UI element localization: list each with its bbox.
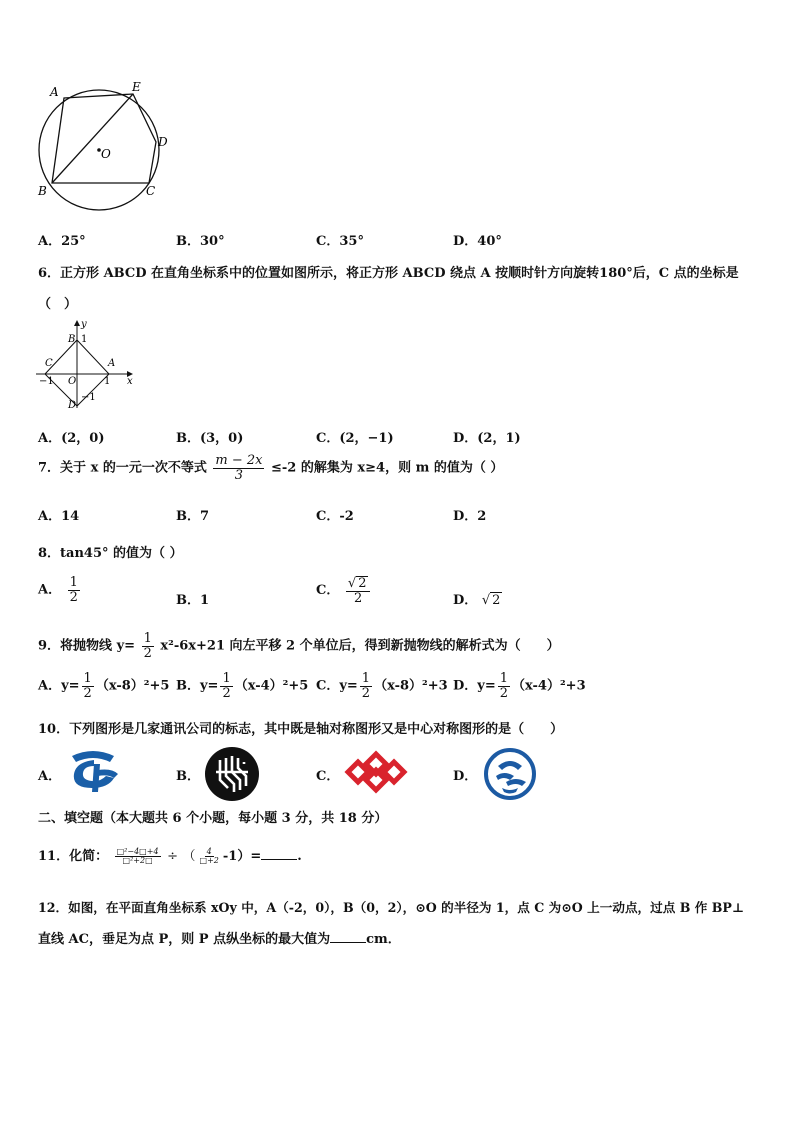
q10-stem: 10．下列图形是几家通讯公司的标志，其中既是轴对称图形又是中心对称图形的是（ ） <box>38 722 564 737</box>
q11-frac2-num: 4 <box>206 846 212 856</box>
q10-logo-a-telecom-icon <box>64 748 122 794</box>
q11-prefix: 11．化简： <box>38 849 109 864</box>
q10-logo-c-unicom-icon <box>342 748 410 796</box>
q6-option-a: A．(2，0) <box>38 431 105 446</box>
q6-label-O: O <box>68 376 77 387</box>
q12-line2-end: cm． <box>366 932 401 947</box>
q5-option-c: C．35° <box>316 234 364 249</box>
q8-option-d: D． √ 2 <box>453 593 501 608</box>
q7-option-a: A．14 <box>38 509 80 524</box>
q12-answer-blank[interactable] <box>330 932 366 943</box>
q6-label-x: x <box>127 376 133 387</box>
q6-label-neg1y: −1 <box>81 392 96 403</box>
q11-answer-blank[interactable] <box>261 849 297 860</box>
q7-option-b: B．7 <box>176 509 210 524</box>
q6-stem-line2: （ ） <box>38 297 78 312</box>
q6-label-A: A <box>108 358 116 369</box>
q6-figure <box>32 318 142 410</box>
q5-label-C: C <box>146 184 156 198</box>
q8-option-a-num: 1 <box>69 575 78 590</box>
q6-label-B: B <box>68 334 76 345</box>
q5-label-E: E <box>132 80 141 94</box>
q8-option-c <box>316 576 372 605</box>
q10-option-a-label: A． <box>38 769 62 784</box>
q10-logo-d-mobile-icon <box>484 748 536 800</box>
section2-heading: 二、填空题（本大题共 6 个小题，每小题 3 分，共 18 分） <box>38 811 388 826</box>
q6-label-C: C <box>45 358 53 369</box>
q9-option-b: B．y= $\frac{1}{2}$ （x-4）²+5 <box>176 671 309 701</box>
q5-figure <box>28 80 178 220</box>
q6-label-neg1x: −1 <box>39 376 54 387</box>
q7-suffix: ≤-2 的解集为 x≥4，则 m 的值为（ ） <box>271 460 504 476</box>
q6-option-c: C．(2，−1) <box>316 431 394 446</box>
q10-option-c-label: C． <box>316 769 340 784</box>
q6-label-1y: 1 <box>81 334 88 345</box>
q5-option-a: A．25° <box>38 234 86 249</box>
q9-prefix: 9．将抛物线 y= <box>38 638 136 654</box>
q9-suffix: x²-6x+21 向左平移 2 个单位后，得到新抛物线的解析式为（ ） <box>160 638 560 654</box>
q5-label-A: A <box>50 85 59 99</box>
q11-stem <box>38 845 302 865</box>
q8-option-c-label: C． <box>316 583 340 599</box>
q7-frac-den: 3 <box>234 467 244 483</box>
q6-option-d: D．(2，1) <box>453 431 521 446</box>
q9-option-c: C．y= $\frac{1}{2}$ （x-8）²+3 <box>316 671 448 701</box>
q8-option-d-radicand: 2 <box>492 593 501 608</box>
q10-option-b-label: B． <box>176 769 200 784</box>
q11-frac1-den: □²+2□ <box>122 856 153 865</box>
q8-option-d-label: D． <box>453 593 478 608</box>
q12-line1: 12．如图，在平面直角坐标系 xOy 中，A（-2，0），B（0，2），⊙O 的半径为 1，点 C 为⊙O 上一动点，过点 B 作 BP⊥ <box>38 900 744 915</box>
q8-option-b: B．1 <box>176 593 210 608</box>
q6-stem-line1: 6．正方形 ABCD 在直角坐标系中的位置如图所示，将正方形 ABCD 绕点 A 按顺时针方向旋转180°后，C 点的坐标是 <box>38 266 739 281</box>
q6-label-1x: 1 <box>104 376 111 387</box>
q8-option-c-den: 2 <box>354 590 363 606</box>
q9-num: 1 <box>143 631 152 646</box>
q7-prefix: 7．关于 x 的一元一次不等式 <box>38 460 207 476</box>
q5-label-B: B <box>38 184 47 198</box>
q6-label-D: D <box>68 400 77 410</box>
q7-frac-num: m − 2x <box>215 453 263 468</box>
q5-label-D: D <box>158 135 168 149</box>
q7-option-d: D．2 <box>453 509 487 524</box>
q9-den: 2 <box>143 645 152 661</box>
q11-open: （ <box>182 849 196 864</box>
q12-line2 <box>38 928 401 947</box>
q8-option-a-den: 2 <box>69 589 78 605</box>
q5-option-b: B．30° <box>176 234 225 249</box>
q11-close: -1）= <box>222 849 262 864</box>
q7-option-c: C．-2 <box>316 509 354 524</box>
q11-end: . <box>297 849 302 864</box>
q9-stem <box>38 632 560 660</box>
q5-option-d: D．40° <box>453 234 502 249</box>
q11-div: ÷ <box>167 849 178 864</box>
q5-diagonal-BE <box>52 94 133 183</box>
q11-frac2-den: □+2 <box>199 856 219 865</box>
q8-option-a-label: A． <box>38 582 62 598</box>
q6-option-b: B．(3，0) <box>176 431 244 446</box>
q7-fraction <box>213 454 264 482</box>
q5-label-O: O <box>101 147 111 161</box>
q9-option-a: A．y= $\frac{1}{2}$ （x-8）²+5 <box>38 671 170 701</box>
q8-option-a <box>38 576 82 604</box>
q11-frac1-num: □²−4□+4 <box>116 846 159 856</box>
q12-line2-text: 直线 AC，垂足为点 P，则 P 点纵坐标的最大值为 <box>38 932 331 947</box>
q10-logo-b-netcom-icon <box>204 746 260 802</box>
q8-stem: 8．tan45° 的值为（ ） <box>38 546 183 561</box>
q9-option-d: D．y= $\frac{1}{2}$ （x-4）²+3 <box>453 671 586 701</box>
q6-label-y: y <box>81 319 87 330</box>
q8-option-c-num: √ 2 <box>346 576 371 592</box>
q7-stem <box>38 454 503 482</box>
q10-option-d-label: D． <box>453 769 478 784</box>
